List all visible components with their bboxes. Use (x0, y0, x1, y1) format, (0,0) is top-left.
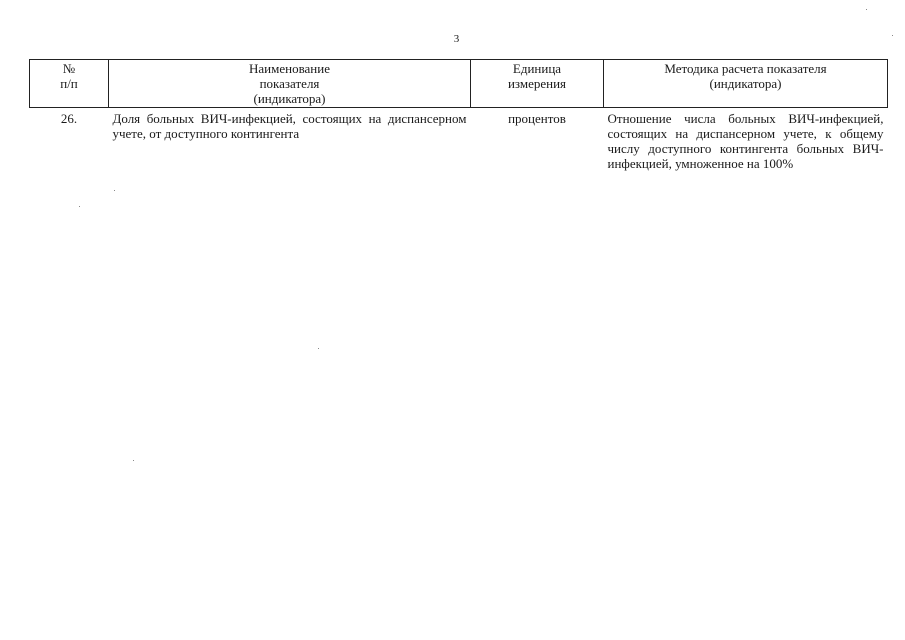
header-unit-line-2: измерения (507, 76, 567, 91)
scan-speck (866, 9, 867, 10)
scan-speck (79, 206, 80, 207)
indicators-table (29, 59, 888, 171)
header-method (604, 60, 888, 108)
header-unit-line-1: Единица (512, 61, 562, 76)
scan-speck (114, 190, 115, 191)
header-name-line-1: Наименование (249, 61, 330, 76)
header-unit (471, 60, 604, 108)
scan-speck (318, 348, 319, 349)
header-number (30, 60, 109, 108)
header-method-line-2: (индикатора) (709, 76, 782, 91)
scan-speck (892, 35, 893, 36)
header-method-line-1: Методика расчета показателя (664, 61, 827, 76)
header-name (109, 60, 471, 108)
header-name-line-3: (индикатора) (253, 91, 326, 106)
header-number-line-1: № (62, 61, 76, 76)
page-number: 3 (453, 33, 460, 45)
header-number-line-2: п/п (60, 76, 78, 91)
table-header-row (30, 60, 888, 108)
row-unit: процентов (508, 111, 566, 126)
scan-speck (133, 460, 134, 461)
row-indicator-name: Доля больных ВИЧ-инфекцией, состоящих на диспансерном учете, от доступного контингента (112, 111, 467, 141)
header-name-line-2: показателя (259, 76, 320, 91)
row-number: 26. (60, 111, 78, 126)
table-row (30, 108, 888, 172)
row-method: Отношение числа больных ВИЧ-инфекцией, состоящих на диспансерном учете, к общему числу доступного контингента больных ВИЧ-инфекцией, умноженное на 100% (607, 111, 884, 171)
